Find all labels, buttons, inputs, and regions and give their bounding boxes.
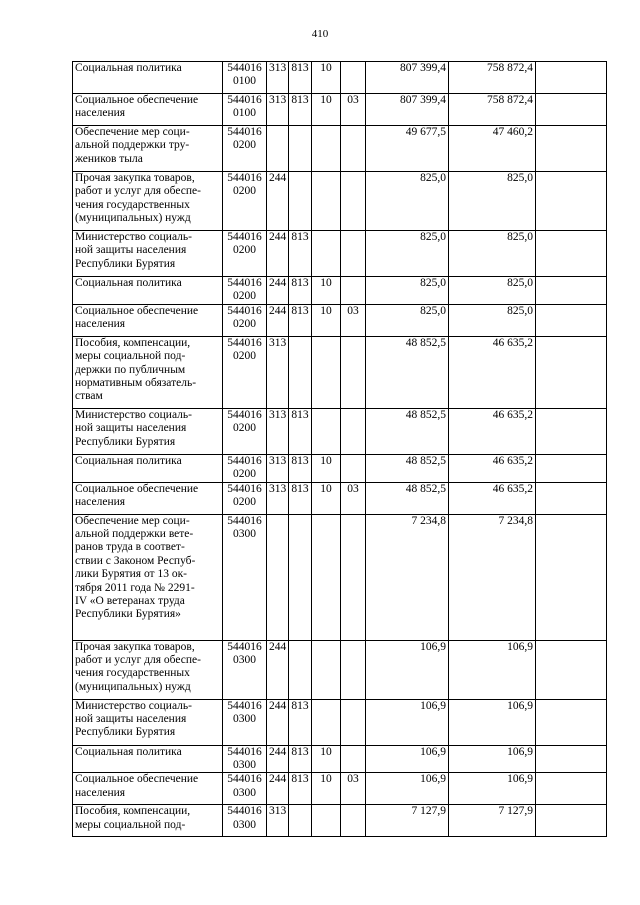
row-name: Социальная политика bbox=[73, 62, 223, 94]
sum-year-1: 48 852,5 bbox=[366, 336, 449, 408]
ministry-code: 813 bbox=[289, 699, 312, 745]
subsection-code bbox=[341, 336, 366, 408]
subsection-code: 03 bbox=[341, 94, 366, 126]
sum-year-1: 48 852,5 bbox=[366, 408, 449, 454]
sum-year-2: 7 234,8 bbox=[449, 514, 536, 640]
sum-year-2: 825,0 bbox=[449, 304, 536, 336]
target-code: 544016 0200 bbox=[223, 482, 267, 514]
table-row bbox=[73, 745, 607, 773]
table-row bbox=[73, 408, 607, 454]
ministry-code: 813 bbox=[289, 277, 312, 305]
section-code bbox=[312, 514, 341, 640]
expense-type: 244 bbox=[267, 172, 289, 231]
table-row bbox=[73, 62, 607, 94]
row-name: Социальная политика bbox=[73, 277, 223, 305]
sum-year-2: 825,0 bbox=[449, 172, 536, 231]
sum-year-2: 825,0 bbox=[449, 231, 536, 277]
section-code: 10 bbox=[312, 454, 341, 482]
sum-year-1: 106,9 bbox=[366, 699, 449, 745]
empty-cell bbox=[536, 62, 607, 94]
subsection-code bbox=[341, 408, 366, 454]
table-row bbox=[73, 454, 607, 482]
sum-year-2: 825,0 bbox=[449, 277, 536, 305]
section-code: 10 bbox=[312, 482, 341, 514]
sum-year-1: 807 399,4 bbox=[366, 94, 449, 126]
row-name: Социальное обеспечение населения bbox=[73, 773, 223, 805]
empty-cell bbox=[536, 277, 607, 305]
ministry-code bbox=[289, 336, 312, 408]
sum-year-2: 106,9 bbox=[449, 745, 536, 773]
expense-type bbox=[267, 126, 289, 172]
table-row bbox=[73, 172, 607, 231]
empty-cell bbox=[536, 231, 607, 277]
expense-type: 244 bbox=[267, 304, 289, 336]
expense-type bbox=[267, 514, 289, 640]
ministry-code: 813 bbox=[289, 62, 312, 94]
sum-year-1: 7 234,8 bbox=[366, 514, 449, 640]
empty-cell bbox=[536, 454, 607, 482]
sum-year-2: 46 635,2 bbox=[449, 482, 536, 514]
row-name: Прочая закупка товаров, работ и услуг для обеспе- чения государственных (муниципальных) нужд bbox=[73, 640, 223, 699]
row-name: Социальная политика bbox=[73, 745, 223, 773]
expense-type: 244 bbox=[267, 231, 289, 277]
section-code: 10 bbox=[312, 773, 341, 805]
expense-type: 244 bbox=[267, 699, 289, 745]
section-code bbox=[312, 336, 341, 408]
ministry-code: 813 bbox=[289, 231, 312, 277]
sum-year-1: 49 677,5 bbox=[366, 126, 449, 172]
target-code: 544016 0100 bbox=[223, 62, 267, 94]
row-name: Социальное обеспечение населения bbox=[73, 94, 223, 126]
expense-type: 313 bbox=[267, 805, 289, 837]
sum-year-2: 106,9 bbox=[449, 699, 536, 745]
sum-year-2: 758 872,4 bbox=[449, 94, 536, 126]
table-row bbox=[73, 304, 607, 336]
sum-year-1: 825,0 bbox=[366, 231, 449, 277]
target-code: 544016 0300 bbox=[223, 773, 267, 805]
subsection-code: 03 bbox=[341, 482, 366, 514]
target-code: 544016 0300 bbox=[223, 640, 267, 699]
subsection-code bbox=[341, 514, 366, 640]
sum-year-2: 47 460,2 bbox=[449, 126, 536, 172]
table-row bbox=[73, 699, 607, 745]
target-code: 544016 0100 bbox=[223, 94, 267, 126]
table-row bbox=[73, 336, 607, 408]
empty-cell bbox=[536, 304, 607, 336]
empty-cell bbox=[536, 126, 607, 172]
sum-year-1: 825,0 bbox=[366, 304, 449, 336]
subsection-code bbox=[341, 277, 366, 305]
empty-cell bbox=[536, 514, 607, 640]
empty-cell bbox=[536, 94, 607, 126]
empty-cell bbox=[536, 773, 607, 805]
table-row bbox=[73, 277, 607, 305]
subsection-code bbox=[341, 454, 366, 482]
expense-type: 244 bbox=[267, 277, 289, 305]
target-code: 544016 0300 bbox=[223, 699, 267, 745]
target-code: 544016 0200 bbox=[223, 231, 267, 277]
section-code bbox=[312, 805, 341, 837]
row-name: Министерство социаль- ной защиты населения Республики Бурятия bbox=[73, 408, 223, 454]
empty-cell bbox=[536, 408, 607, 454]
row-name: Социальное обеспечение населения bbox=[73, 482, 223, 514]
section-code bbox=[312, 408, 341, 454]
ministry-code bbox=[289, 514, 312, 640]
section-code: 10 bbox=[312, 62, 341, 94]
section-code bbox=[312, 172, 341, 231]
sum-year-1: 807 399,4 bbox=[366, 62, 449, 94]
target-code: 544016 0200 bbox=[223, 277, 267, 305]
ministry-code bbox=[289, 172, 312, 231]
expense-type: 313 bbox=[267, 336, 289, 408]
section-code bbox=[312, 126, 341, 172]
expense-type: 244 bbox=[267, 773, 289, 805]
subsection-code bbox=[341, 699, 366, 745]
table-row bbox=[73, 482, 607, 514]
subsection-code: 03 bbox=[341, 304, 366, 336]
expense-type: 313 bbox=[267, 94, 289, 126]
target-code: 544016 0200 bbox=[223, 408, 267, 454]
page-number: 410 bbox=[311, 28, 329, 40]
target-code: 544016 0300 bbox=[223, 745, 267, 773]
target-code: 544016 0300 bbox=[223, 805, 267, 837]
sum-year-1: 106,9 bbox=[366, 640, 449, 699]
sum-year-1: 106,9 bbox=[366, 773, 449, 805]
sum-year-2: 106,9 bbox=[449, 773, 536, 805]
sum-year-2: 106,9 bbox=[449, 640, 536, 699]
sum-year-1: 7 127,9 bbox=[366, 805, 449, 837]
ministry-code bbox=[289, 805, 312, 837]
table-row bbox=[73, 514, 607, 640]
ministry-code: 813 bbox=[289, 454, 312, 482]
target-code: 544016 0200 bbox=[223, 172, 267, 231]
sum-year-2: 46 635,2 bbox=[449, 454, 536, 482]
ministry-code: 813 bbox=[289, 408, 312, 454]
sum-year-2: 46 635,2 bbox=[449, 408, 536, 454]
subsection-code bbox=[341, 805, 366, 837]
sum-year-1: 48 852,5 bbox=[366, 482, 449, 514]
target-code: 544016 0200 bbox=[223, 454, 267, 482]
table-row bbox=[73, 126, 607, 172]
table-row bbox=[73, 773, 607, 805]
table-row bbox=[73, 231, 607, 277]
row-name: Министерство социаль- ной защиты населения Республики Бурятия bbox=[73, 699, 223, 745]
sum-year-1: 825,0 bbox=[366, 277, 449, 305]
section-code: 10 bbox=[312, 745, 341, 773]
row-name: Обеспечение мер соци- альной поддержки тру- жеников тыла bbox=[73, 126, 223, 172]
empty-cell bbox=[536, 336, 607, 408]
sum-year-2: 758 872,4 bbox=[449, 62, 536, 94]
row-name: Министерство социаль- ной защиты населения Республики Бурятия bbox=[73, 231, 223, 277]
sum-year-1: 106,9 bbox=[366, 745, 449, 773]
subsection-code: 03 bbox=[341, 773, 366, 805]
empty-cell bbox=[536, 482, 607, 514]
row-name: Социальное обеспечение населения bbox=[73, 304, 223, 336]
expense-type: 244 bbox=[267, 745, 289, 773]
table-row bbox=[73, 640, 607, 699]
row-name: Социальная политика bbox=[73, 454, 223, 482]
row-name: Обеспечение мер соци- альной поддержки вете- ранов труда в соответ- ствии с Законом Респуб- лики Бурятия от 13 ок- тября 2011 года № 2291- IV «О ветеранах труда Республики Бурятия» bbox=[73, 514, 223, 640]
empty-cell bbox=[536, 640, 607, 699]
section-code bbox=[312, 640, 341, 699]
subsection-code bbox=[341, 126, 366, 172]
empty-cell bbox=[536, 745, 607, 773]
target-code: 544016 0200 bbox=[223, 336, 267, 408]
row-name: Прочая закупка товаров, работ и услуг для обеспе- чения государственных (муниципальных) нужд bbox=[73, 172, 223, 231]
empty-cell bbox=[536, 172, 607, 231]
subsection-code bbox=[341, 172, 366, 231]
section-code: 10 bbox=[312, 304, 341, 336]
expense-type: 313 bbox=[267, 408, 289, 454]
subsection-code bbox=[341, 231, 366, 277]
subsection-code bbox=[341, 745, 366, 773]
budget-table bbox=[72, 61, 607, 837]
table-row bbox=[73, 805, 607, 837]
section-code bbox=[312, 231, 341, 277]
section-code: 10 bbox=[312, 94, 341, 126]
section-code: 10 bbox=[312, 277, 341, 305]
row-name: Пособия, компенсации, меры социальной под- bbox=[73, 805, 223, 837]
expense-type: 313 bbox=[267, 62, 289, 94]
expense-type: 313 bbox=[267, 454, 289, 482]
subsection-code bbox=[341, 640, 366, 699]
table-row bbox=[73, 94, 607, 126]
sum-year-2: 7 127,9 bbox=[449, 805, 536, 837]
empty-cell bbox=[536, 805, 607, 837]
expense-type: 313 bbox=[267, 482, 289, 514]
sum-year-2: 46 635,2 bbox=[449, 336, 536, 408]
ministry-code bbox=[289, 126, 312, 172]
sum-year-1: 48 852,5 bbox=[366, 454, 449, 482]
ministry-code: 813 bbox=[289, 745, 312, 773]
sum-year-1: 825,0 bbox=[366, 172, 449, 231]
target-code: 544016 0300 bbox=[223, 514, 267, 640]
target-code: 544016 0200 bbox=[223, 126, 267, 172]
target-code: 544016 0200 bbox=[223, 304, 267, 336]
ministry-code: 813 bbox=[289, 94, 312, 126]
empty-cell bbox=[536, 699, 607, 745]
ministry-code: 813 bbox=[289, 482, 312, 514]
expense-type: 244 bbox=[267, 640, 289, 699]
ministry-code: 813 bbox=[289, 304, 312, 336]
ministry-code bbox=[289, 640, 312, 699]
subsection-code bbox=[341, 62, 366, 94]
ministry-code: 813 bbox=[289, 773, 312, 805]
row-name: Пособия, компенсации, меры социальной под- держки по публичным нормативным обязатель- ствам bbox=[73, 336, 223, 408]
section-code bbox=[312, 699, 341, 745]
